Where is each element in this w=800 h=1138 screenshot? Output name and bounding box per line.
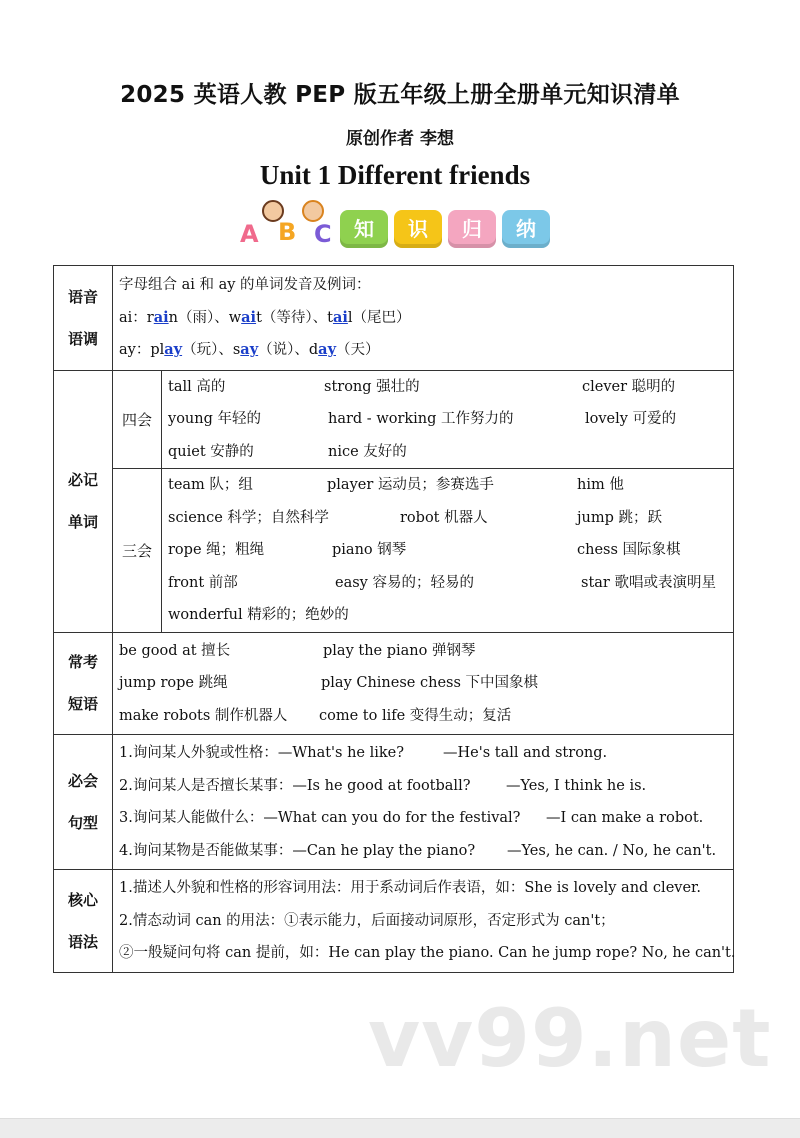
category-phonics: 语音 语调 — [54, 266, 113, 371]
letter-a-icon: A — [240, 220, 259, 248]
sentence-row: 3.询问某人能做什么：—What can you do for the festival? —I can make a robot. — [119, 810, 704, 826]
vocab-row: quiet 安静的 nice 友好的 — [168, 443, 407, 460]
letter-b-icon: B — [278, 218, 297, 246]
vocab-row: young 年轻的 hard - working 工作努力的 lovely 可爱的 — [168, 411, 677, 427]
vocab-row: front 前部 easy 容易的；轻易的 star 歌唱或表演明星 — [168, 574, 716, 591]
viewer-bottom-bar — [0, 1118, 800, 1138]
tag-gui: 归 — [448, 210, 496, 248]
category-sentences: 必会 句型 — [54, 735, 113, 870]
vocab-subtable — [113, 371, 733, 632]
document-author: 原创作者 李想 — [346, 129, 454, 149]
watermark: vv99.net — [368, 992, 772, 1085]
phonics-ay-line: ay：play（玩）、say（说）、day（天） — [119, 341, 380, 358]
grammar-point-1: 1.描述人外貌和性格的形容词用法：用于系动词后作表语，如：She is lovely and clever. — [119, 880, 701, 896]
category-grammar: 核心 语法 — [54, 870, 113, 973]
vocab-row: rope 绳；粗绳 piano 钢琴 chess 国际象棋 — [168, 542, 681, 558]
four-skills-label: 四会 — [113, 371, 162, 469]
letter-c-icon: C — [314, 220, 332, 248]
phrase-row: be good at 擅长 play the piano 弹钢琴 — [119, 642, 476, 659]
tag-na: 纳 — [502, 210, 550, 248]
sentence-row: 4.询问某物是否能做某事：—Can he play the piano? —Yes, he can. / No, he can't. — [119, 842, 717, 859]
row-vocab — [54, 370, 734, 632]
tag-shi: 识 — [394, 210, 442, 248]
unit-title: Unit 1 Different friends — [259, 160, 531, 190]
sentence-row: 1.询问某人外貌或性格：—What's he like? —He's tall and strong. — [119, 745, 608, 761]
row-sentences — [54, 735, 734, 870]
phonics-ai-line: ai：rain（雨）、wait（等待）、tail（尾巴） — [119, 308, 411, 326]
knowledge-banner — [240, 198, 560, 254]
kid-girl-icon — [302, 200, 324, 222]
vocab-row: science 科学；自然科学 robot 机器人 jump 跳；跃 — [168, 509, 662, 526]
phrase-row: jump rope 跳绳 play Chinese chess 下中国象棋 — [119, 675, 539, 691]
tag-zhi: 知 — [340, 210, 388, 248]
vocab-row: team 队；组 player 运动员；参赛选手 him 他 — [168, 477, 624, 493]
phonics-intro: 字母组合 ai 和 ay 的单词发音及例词： — [119, 277, 371, 293]
document-title: 2025 英语人教 PEP 版五年级上册全册单元知识清单 — [120, 82, 680, 108]
grammar-point-3: ②一般疑问句将 can 提前，如：He can play the piano. Can he jump rope? No, he can't. — [119, 945, 736, 961]
knowledge-table — [53, 265, 734, 973]
category-phrases: 常考 短语 — [54, 632, 113, 735]
sentence-row: 2.询问某人是否擅长某事：—Is he good at football? —Yes, I think he is. — [119, 777, 647, 794]
row-phonics — [54, 266, 734, 371]
phrase-row: make robots 制作机器人 come to life 变得生动；复活 — [119, 707, 512, 724]
category-vocab: 必记 单词 — [54, 370, 113, 632]
row-phrases — [54, 632, 734, 735]
three-skills-label: 三会 — [113, 469, 162, 632]
vocab-row: wonderful 精彩的；绝妙的 — [168, 607, 349, 623]
vocab-row: tall 高的 strong 强壮的 clever 聪明的 — [168, 378, 676, 395]
grammar-point-2: 2.情态动词 can 的用法：①表示能力，后面接动词原形，否定形式为 can't； — [119, 912, 615, 929]
row-grammar — [54, 870, 734, 973]
